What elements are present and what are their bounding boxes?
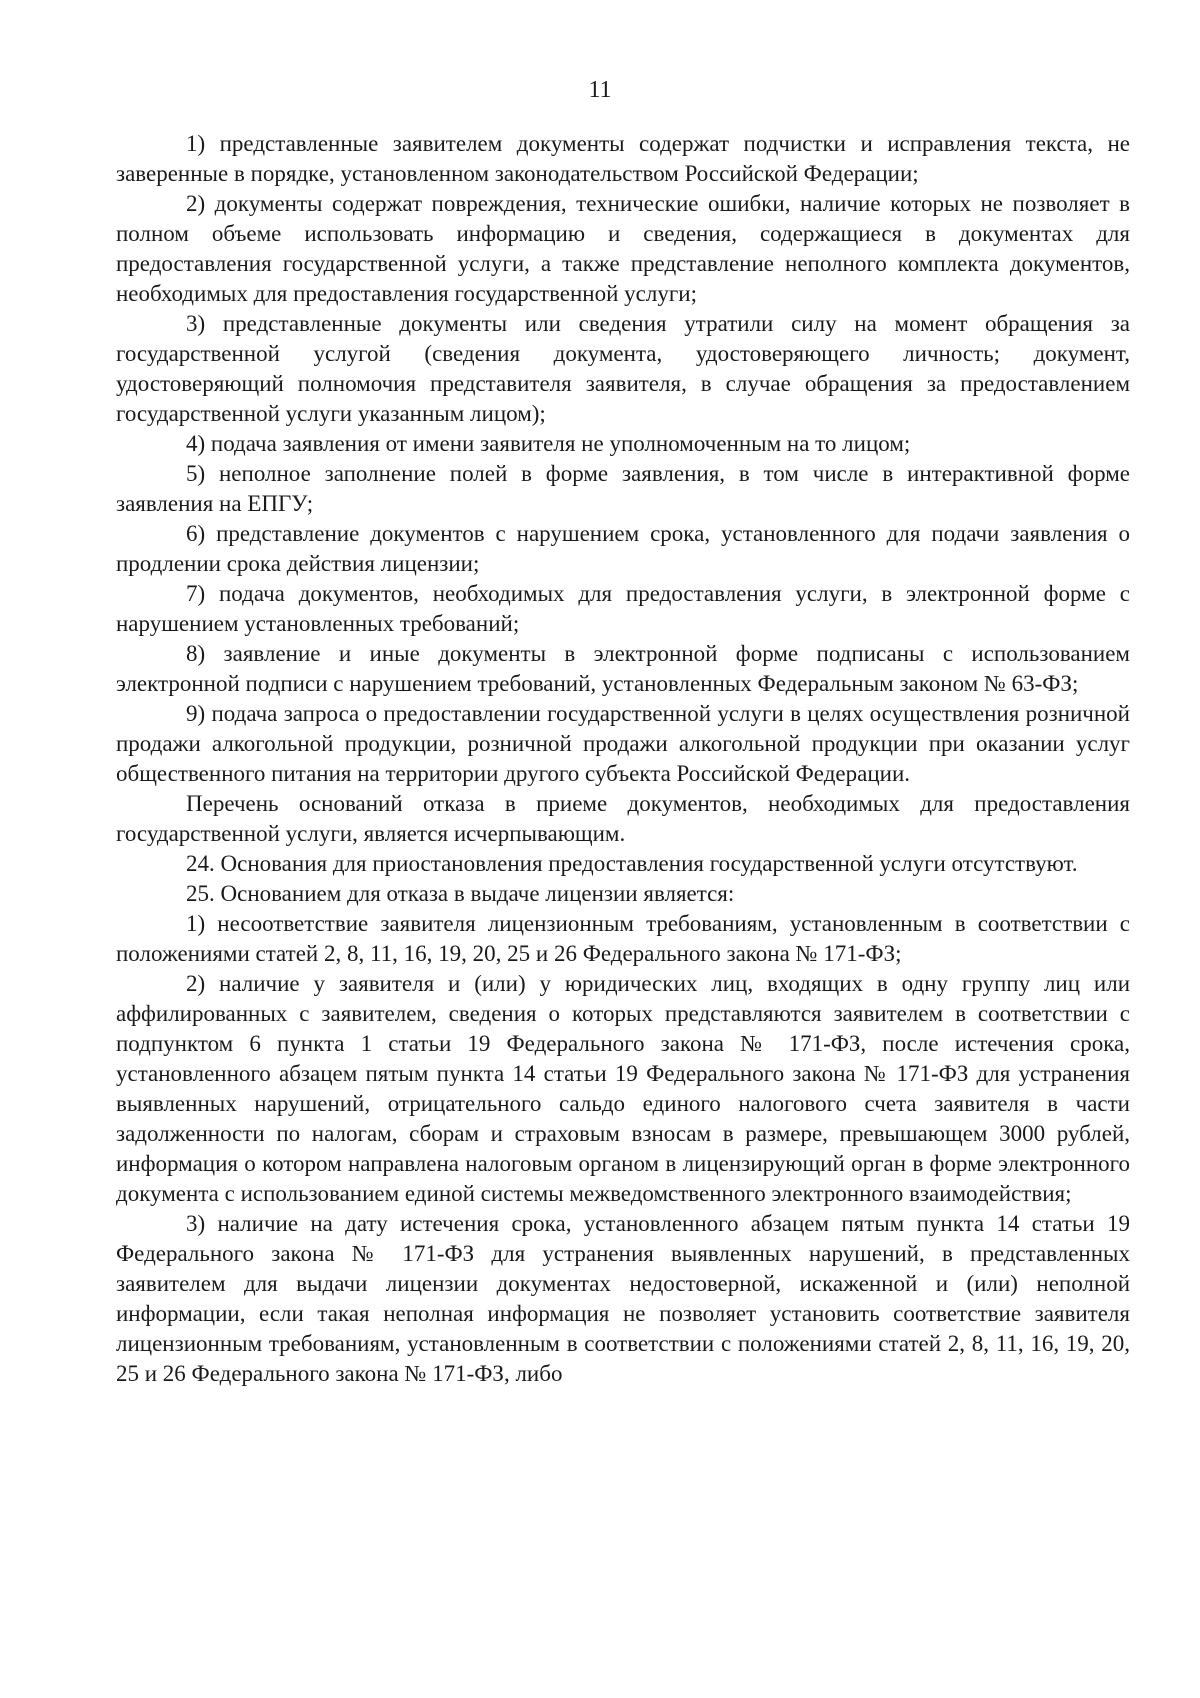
paragraph-item-9: 9) подача запроса о предоставлении государственной услуги в целях осуществления розничной продажи алкогольной продукции, розничной продажи алкогольной продукции при оказании услуг общественного питания на территории другого субъекта Российской Федерации. (116, 701, 1130, 786)
paragraph-section-25-item-1: 1) несоответствие заявителя лицензионным требованиям, установленным в соответствии с положениями статей 2, 8, 11, 16, 19, 20, 25 и 26 Федерального закона № 171-ФЗ; (116, 911, 1130, 966)
paragraph-item-5: 5) неполное заполнение полей в форме заявления, в том числе в интерактивной форме заявления на ЕПГУ; (116, 461, 1130, 516)
paragraph-item-6: 6) представление документов с нарушением срока, установленного для подачи заявления о продлении срока действия лицензии; (116, 521, 1130, 576)
paragraph-exhaustive-list-note: Перечень оснований отказа в приеме документов, необходимых для предоставления государственной услуги, является исчерпывающим. (116, 791, 1130, 846)
paragraph-item-2: 2) документы содержат повреждения, технические ошибки, наличие которых не позволяет в полном объеме использовать информацию и сведения, содержащиеся в документах для предоставления государственной услуги, а также представление неполного комплекта документов, необходимых для предоставления государственной услуги; (116, 191, 1130, 306)
page-number: 11 (588, 77, 612, 103)
document-body (116, 129, 1130, 1389)
paragraph-item-4: 4) подача заявления от имени заявителя не уполномоченным на то лицом; (186, 431, 911, 456)
paragraph-section-24: 24. Основания для приостановления предоставления государственной услуги отсутствуют. (186, 851, 1078, 876)
paragraph-item-1: 1) представленные заявителем документы содержат подчистки и исправления текста, не заверенные в порядке, установленном законодательством Российской Федерации; (116, 131, 1130, 186)
paragraph-item-8: 8) заявление и иные документы в электронной форме подписаны с использованием электронной подписи с нарушением требований, установленных Федеральным законом № 63-ФЗ; (116, 641, 1130, 696)
paragraph-item-3: 3) представленные документы или сведения утратили силу на момент обращения за государственной услугой (сведения документа, удостоверяющего личность; документ, удостоверяющий полномочия представителя заявителя, в случае обращения за предоставлением государственной услуги указанным лицом); (116, 311, 1130, 426)
paragraph-section-25-heading: 25. Основанием для отказа в выдаче лицензии является: (186, 881, 735, 906)
paragraph-item-7: 7) подача документов, необходимых для предоставления услуги, в электронной форме с нарушением установленных требований; (116, 581, 1130, 636)
paragraph-section-25-item-3: 3) наличие на дату истечения срока, установленного абзацем пятым пункта 14 статьи 19 Федерального закона № 171-ФЗ для устранения выявленных нарушений, в представленных заявителем для выдачи лицензии документах недостоверной, искаженной и (или) неполной информации, если такая неполная информация не позволяет установить соответствие заявителя лицензионным требованиям, установленным в соответствии с положениями статей 2, 8, 11, 16, 19, 20, 25 и 26 Федерального закона № 171-ФЗ, либо (116, 1211, 1130, 1386)
paragraph-section-25-item-2: 2) наличие у заявителя и (или) у юридических лиц, входящих в одну группу лиц или аффилированных с заявителем, сведения о которых представляются заявителем в соответствии с подпунктом 6 пункта 1 статьи 19 Федерального закона № 171-ФЗ, после истечения срока, установленного абзацем пятым пункта 14 статьи 19 Федерального закона № 171-ФЗ для устранения выявленных нарушений, отрицательного сальдо единого налогового счета заявителя в части задолженности по налогам, сборам и страховым взносам в размере, превышающем 3000 рублей, информация о котором направлена налоговым органом в лицензирующий орган в форме электронного документа с использованием единой системы межведомственного электронного взаимодействия; (116, 971, 1130, 1206)
